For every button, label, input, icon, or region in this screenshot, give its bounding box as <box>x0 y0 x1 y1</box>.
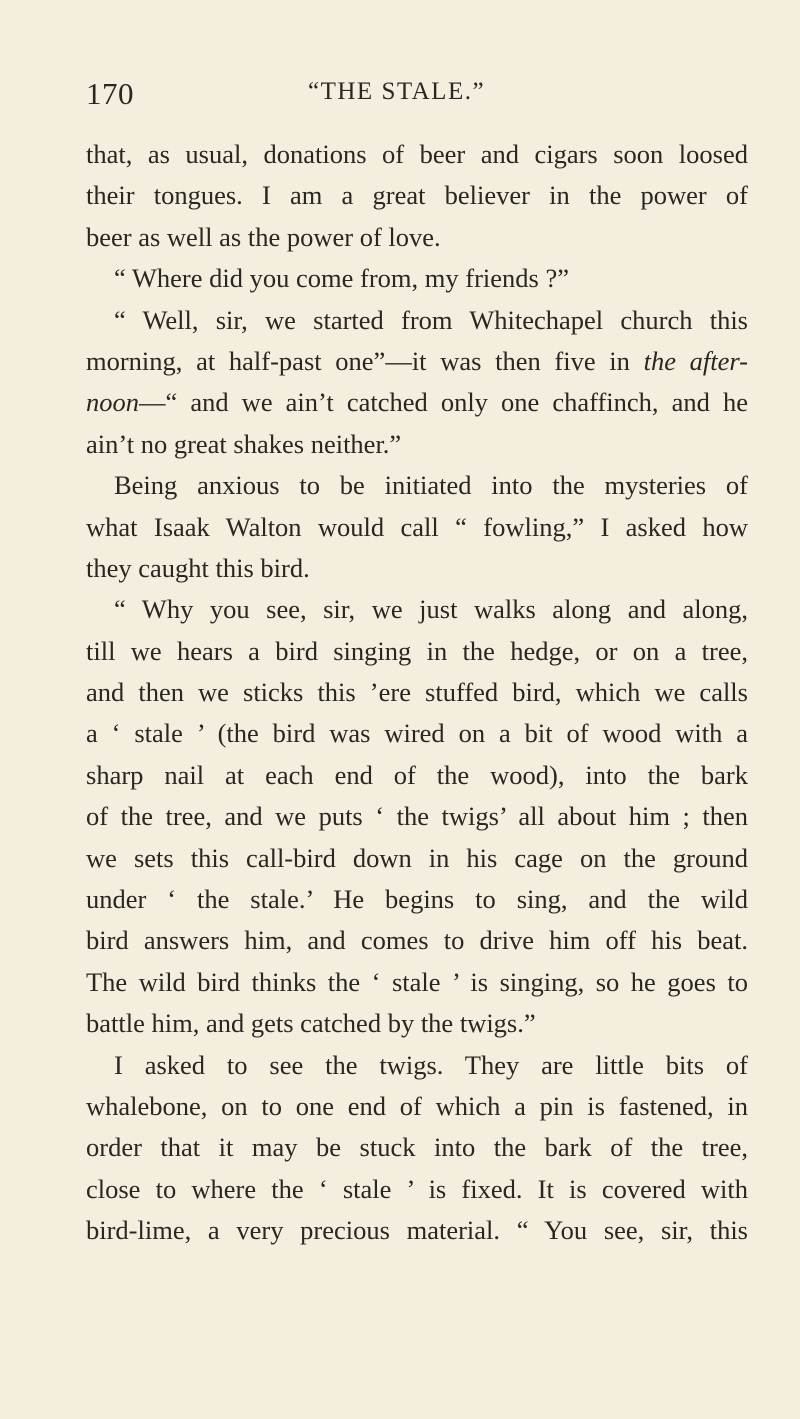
text-line: Being anxious to be initiated into the mysteries of <box>114 470 748 501</box>
text-segment: —“ and we ain’t catched only one chaffinch, and he <box>139 387 748 418</box>
text-line: under ‘ the stale.’ He begins to sing, and the wild <box>86 884 748 915</box>
italic-text: the after- <box>643 345 748 376</box>
text-line: order that it may be stuck into the bark of the tree, <box>86 1132 748 1163</box>
text-line: what Isaak Walton would call “ fowling,” I asked how <box>86 511 748 542</box>
text-line: battle him, and gets catched by the twigs.” <box>86 1008 536 1039</box>
text-line: their tongues. I am a great believer in the power of <box>86 180 748 211</box>
text-line: till we hears a bird singing in the hedge, or on a tree, <box>86 635 748 666</box>
page-header <box>86 76 746 116</box>
text-line: they caught this bird. <box>86 552 310 583</box>
text-line-with-italic <box>86 382 748 423</box>
text-line: ain’t no great shakes neither.” <box>86 428 402 459</box>
running-head: “THE STALE.” <box>308 78 486 105</box>
text-segment: morning, at half-past one”—it was then five in <box>86 345 644 376</box>
text-line: that, as usual, donations of beer and cigars soon loosed <box>86 139 748 169</box>
text-line: and then we sticks this ’ere stuffed bird, which we calls <box>86 677 748 708</box>
text-line: I asked to see the twigs. They are little bits of <box>114 1049 748 1080</box>
text-line: bird answers him, and comes to drive him off his beat. <box>86 925 748 956</box>
text-line: close to where the ‘ stale ’ is fixed. It is covered with <box>86 1173 748 1204</box>
text-line: of the tree, and we puts ‘ the twigs’ all about him ; then <box>86 801 748 832</box>
italic-text: noon <box>86 387 139 418</box>
text-line: “ Well, sir, we started from Whitechapel church this <box>114 304 748 335</box>
text-line: bird-lime, a very precious material. “ You see, sir, this <box>86 1215 748 1246</box>
page-number: 170 <box>86 76 134 111</box>
text-line: whalebone, on to one end of which a pin is fastened, in <box>86 1090 748 1121</box>
text-line: beer as well as the power of love. <box>86 221 441 252</box>
text-line: “ Where did you come from, my friends ?” <box>114 263 570 294</box>
text-line-with-italic <box>86 341 748 382</box>
text-line: The wild bird thinks the ‘ stale ’ is singing, so he goes to <box>86 966 748 997</box>
body-text <box>86 134 748 1252</box>
text-line: a ‘ stale ’ (the bird was wired on a bit of wood with a <box>86 718 748 749</box>
text-line: sharp nail at each end of the wood), into the bark <box>86 759 748 790</box>
text-line: “ Why you see, sir, we just walks along and along, <box>114 594 748 625</box>
text-line: we sets this call-bird down in his cage on the ground <box>86 842 748 873</box>
